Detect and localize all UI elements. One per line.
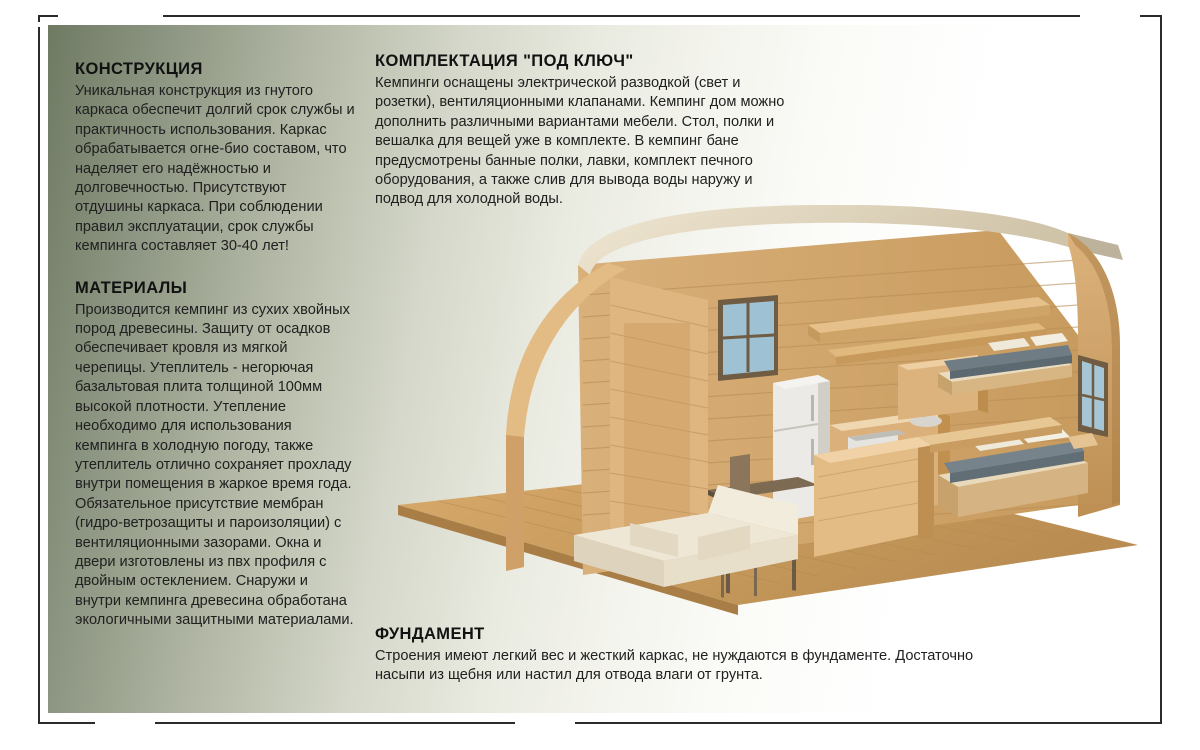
frame-bottom-line: [38, 722, 1162, 724]
camping-house-cutaway-illustration: [378, 205, 1138, 625]
bottom-text-column: [375, 625, 995, 686]
frame-gap: [1080, 10, 1140, 22]
frame-left-line: [38, 15, 40, 724]
frame-gap: [58, 10, 163, 22]
section-title-turnkey: КОМПЛЕКТАЦИЯ "ПОД КЛЮЧ": [375, 52, 634, 70]
frame-gap: [33, 22, 45, 27]
left-text-column: [75, 60, 355, 631]
section-body-turnkey: Кемпинги оснащены электрической разводкой (свет и розетки), вентиляционными клапанами. Кемпинг дом можно дополнить различными вариантами мебели. Стол, полки и вешалка для вещей уже в комплекте. В кемпинг бане предусмотрены банные полки, лавки, комплект печного оборудования, а также слив для вывода воды наружу и подвод для холодной воды.: [375, 75, 785, 208]
front-wall-door-panel: [610, 277, 708, 557]
section-body-materials: Производится кемпинг из сухих хвойных пород древесины. Защиту от осадков обеспечивает кровля из мягкой черепицы. Утеплитель - негорючая базальтовая плита толщиной 100мм высокой плотности. Утепление необходимо для использования кемпинга в холодную погоду, также утеплитель отлично сохраняет прохладу внутри помещения в жаркое время года. Обязательное присутствие мембран (гидро-ветрозащиты и пароизоляции) с вентиляционными зазорами. Окна и двери изготовлены из пвх профиля с двойным остеклением. Снаружи и внутри кемпинга древесина обработана экологичными защитными материалами.: [75, 301, 354, 629]
spacer: [75, 257, 355, 279]
frame-top-line: [38, 15, 1162, 17]
right-text-column: [375, 52, 795, 210]
section-body-foundation: Строения имеют легкий вес и жесткий каркас, не нуждаются в фундаменте. Достаточно насыпи из щебня или настил для отвода влаги от грунта.: [375, 648, 974, 684]
section-title-construction: КОНСТРУКЦИЯ: [75, 60, 203, 78]
section-body-construction: Уникальная конструкция из гнутого каркаса обеспечит долгий срок службы и практичность использования. Каркас обрабатывается огне-био составом, что наделяет его надёжностью и долговечностью. Присутствуют отдушины каркаса. При соблюдении правил эксплуатации, срок службы кемпинга составляет 30-40 лет!: [75, 83, 355, 255]
section-title-materials: МАТЕРИАЛЫ: [75, 278, 188, 297]
frame-gap: [95, 716, 155, 730]
frame-gap: [515, 716, 575, 730]
section-title-foundation: ФУНДАМЕНТ: [375, 625, 485, 643]
window-right: [1078, 355, 1108, 437]
window: [718, 295, 778, 381]
frame-right-line: [1160, 15, 1162, 724]
